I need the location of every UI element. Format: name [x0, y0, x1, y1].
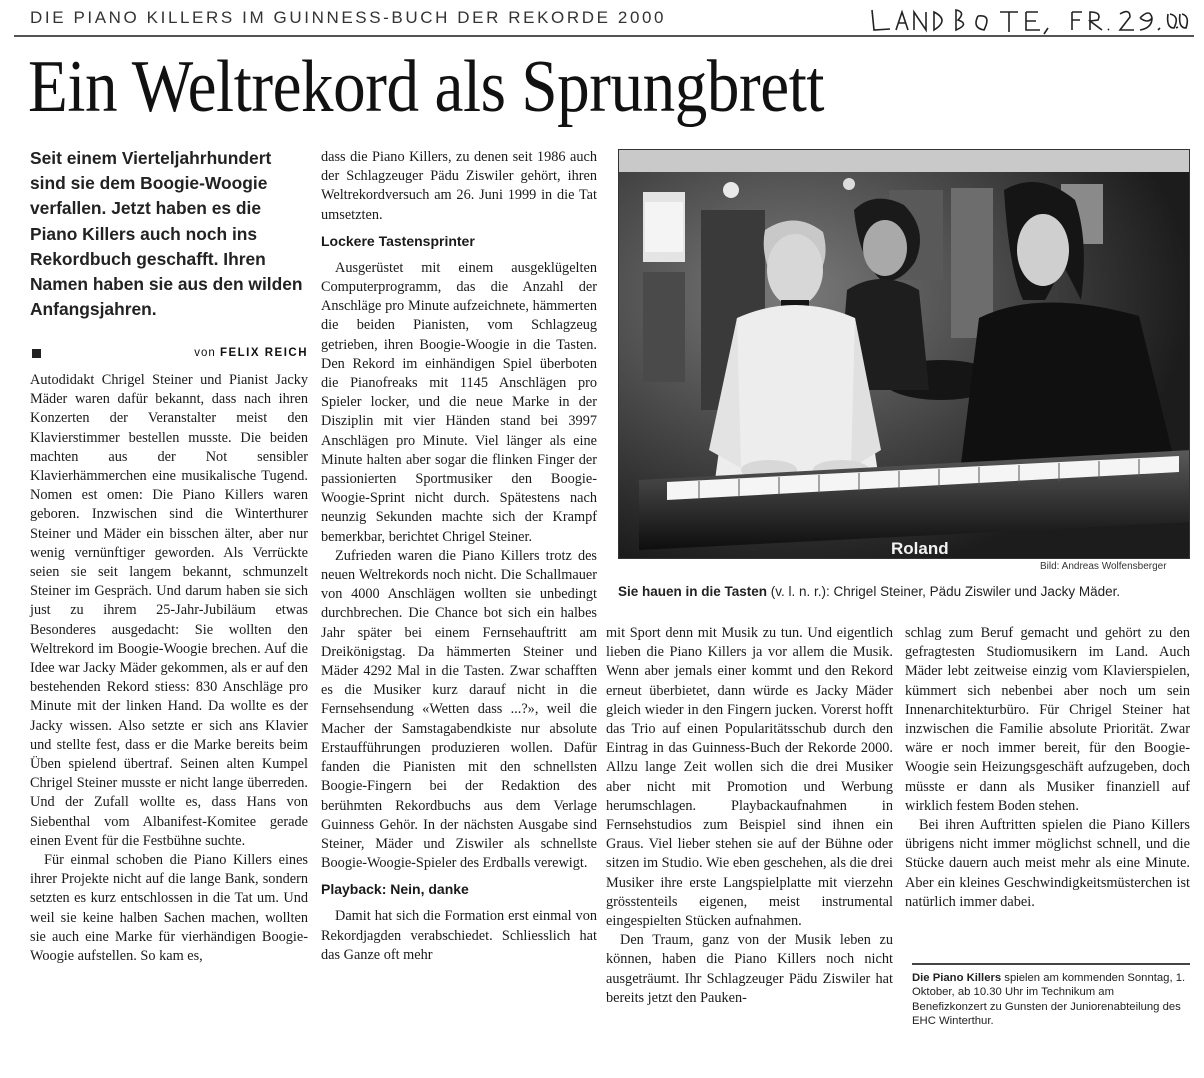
band-photo [618, 149, 1190, 559]
top-rule [14, 35, 1194, 37]
headline: Ein Weltrekord als Sprungbrett [28, 46, 825, 128]
info-lead: Die Piano Killers [912, 972, 1002, 984]
byline [30, 344, 308, 368]
info-text: spielen am kommenden Sonntag, 1. Oktober, ab 10.30 Uhr im Technikum am Benefizkonzert zu Gunsten der Juniorenabteilung des EHC Winterthur. [912, 972, 1186, 1028]
author-name: FELIX REICH [219, 347, 308, 359]
column-1 [30, 371, 308, 966]
paragraph: Bei ihren Auftritten spielen die Piano Killers übrigens nicht immer möglichst schnell, und die Stücke dauern auch meist mehr als eine Minute. Aber ein kleines Geschwindigkeitsmüsterchen ist natürlich immer dabei. [905, 817, 1190, 910]
handwritten-source-note [868, 4, 1193, 36]
column-2 [321, 148, 597, 965]
article-kicker: DIE PIANO KILLERS IM GUINNESS-BUCH DER REKORDE 2000 [30, 8, 667, 27]
paragraph: Zufrieden waren die Piano Killers trotz des neuen Weltrekords noch nicht. Die Schallmauer von 4000 Anschlägen wollten sie unbedingt durchbrechen. Die Chance bot sich ein halbes Jahr später bei einem Fernsehauftritt am Dreikönigstag. Da hämmerten Steiner und Mäder 4292 Mal in die Tasten. Zwar schafften es die Musiker kurz darauf nicht in die Fernsehsendung «Wetten dass ...?», weil die Macher der Samstagabendkiste nur absolute Erstaufführungen produzieren wollen. Dafür fanden die Pianisten mit den schnellsten Boogie-Fingern bei der Redaktion des berühmten Rekordbuchs aus dem Verlage Guinness Gehör. In der nächsten Ausgabe sind Steiner, Mäder und Ziswiler als schnellste Boogie-Woogie-Spieler des Erdballs verewigt. [321, 547, 597, 872]
lede: Seit einem Vierteljahrhundert sind sie dem Boogie-Woogie verfallen. Jetzt haben es die Piano Killers auch noch ins Rekordbuch geschafft. Ihren Namen haben sie aus den wilden Anfangsjahren. [30, 148, 303, 320]
subheading: Lockere Tastensprinter [321, 232, 475, 249]
caption-text: (v. l. n. r.): Chrigel Steiner, Pädu Ziswiler und Jacky Mäder. [767, 584, 1121, 599]
band-photo-illustration [619, 150, 1190, 559]
subheading: Playback: Nein, danke [321, 881, 469, 898]
paragraph: Ausgerüstet mit einem ausgeklügelten Computerprogramm, das die Anzahl der Anschläge pro Minute aufzeichnete, hämmerten die beiden Pianisten, vom Schlagzeug getrieben, ihren Boogie-Woogie in die Tasten. Den Rekord im einhändigen Spiel überboten die Pianofreaks mit 1145 Anschlägen pro Spieler locker, und die neue Marke in der Disziplin mit vier Händen stand bei 3997 Anschlägen pro Minute. Viel länger als eine Minute halten aber sogar die flinken Finger der passionierten Sportmusiker den Boogie-Woogie-Sprint nicht durch. Spätestens nach neunzig Sekunden machte sich der Krampf bemerkbar, berichtet Chrigel Steiner. [321, 259, 597, 545]
paragraph: schlag zum Beruf gemacht und gehört zu den gefragtesten Studiomusikern im Land. Auch Mäder lebt zeitweise einzig vom Klavierspielen, kümmert sich nebenbei aber noch um sein Innenarchitekturbüro. Für Chrigel Steiner hat inzwischen die Familie absolute Priorität. Zwar wäre er noch immer bereit, für den Boogie-Woogie sein Heizungsgeschäft aufzugeben, doch müsste er dann als Musiker finanziell auf wirklich festem Boden stehen. [905, 625, 1190, 814]
paragraph: Für einmal schoben die Piano Killers eines ihrer Projekte nicht auf die lange Bank, sondern setzten es kurz entschlossen in die Tat um. Und weil sie keine halben Sachen machen, wollten sie auch eine Marke für vierhändigen Boogie-Woogie aufstellen. So kam es, [30, 852, 308, 965]
photo-caption [618, 582, 1204, 602]
paragraph: Den Traum, ganz von der Musik leben zu können, haben die Piano Killers noch nicht ausgeträumt. Ihr Schlagzeuger Pädu Ziswiler hat bereits jetzt den Pauken- [606, 932, 893, 1006]
column-4 [905, 624, 1190, 912]
paragraph: Damit hat sich die Formation erst einmal von Rekordjagden verabschiedet. Schliesslich hat das Ganze oft mehr [321, 908, 597, 963]
caption-lead: Sie hauen in die Tasten [618, 584, 768, 599]
byline-square-marker [32, 349, 41, 358]
paragraph: mit Sport denn mit Musik zu tun. Und eigentlich lieben die Piano Killers ja vor allem die Musik. Wenn aber jemals einer kommt und den Rekord erneut überbietet, dann würde es Jacky Mäder gleich wieder in den Fingern jucken. Vorerst hofft das Trio auf einen Popularitätsschub durch den Eintrag in das Guinness-Buch der Rekorde 2000. Allzu lange Zeit wollen sich die drei Musiker aber nicht mit Promotion und Werbung herumschlagen. Playbackaufnahmen in Fernsehstudios zum Beispiel sind ihnen ein Graus. Viel lieber stehen sie auf der Bühne oder sitzen im Studio. Wie eben geschehen, als die drei Musiker ihre erste Langspielplatte mit vierzehn grösstenteils eigenen, meist instrumental eingespielten Stücken aufnahmen. [606, 625, 893, 930]
column-3 [606, 624, 893, 1008]
byline-prefix: von [194, 347, 216, 359]
paragraph: Autodidakt Chrigel Steiner und Pianist Jacky Mäder waren dafür bekannt, dass nach ihren Konzerten der Veranstalter meist den Klavierstimmer bestellen musste. Die beiden machten aus der Not sensibler Klavierhämmerchen eine musikalische Tugend. Nomen est omen: Die Piano Killers waren geboren. Inzwischen sind die Winterthurer Steiner und Mäder ein bisschen älter, aber nur wenig vernünftiger geworden. Als Verrückte seien sie seit langem bekannt, schmunzelt Steiner im Gespräch. Und darum haben sie sich just zu ihrem 25-Jahr-Jubiläum etwas Besonderes ausgedacht: Sie wollten den Weltrekord im Boogie-Woogie brechen. Auf die Idee war Jacky Mäder gekommen, als er auf den bestehenden Rekord stiess: 830 Anschläge pro Minute mit der linken Hand. Da wollte es der Jacky wissen. Also setzte er sich ans Klavier und stellte fest, dass er die Marke bereits beim Üben spielend übertraf. Seinen alten Kumpel Chrigel Steiner musste er nicht lange überreden. Und der Zufall wollte es, dass Hans von Siebenthal vom Albanifest-Komitee gerade einen Event für die Festbühne suchte. [30, 372, 308, 849]
keyboard-brand-label: Roland [891, 539, 949, 558]
paragraph: dass die Piano Killers, zu denen seit 1986 auch der Schlagzeuger Pädu Ziswiler gehört, ihren Weltrekordversuch am 26. Juni 1999 in die Tat umsetzten. [321, 149, 597, 223]
event-info-box [912, 963, 1190, 1029]
photo-credit: Bild: Andreas Wolfensberger [1040, 561, 1167, 572]
